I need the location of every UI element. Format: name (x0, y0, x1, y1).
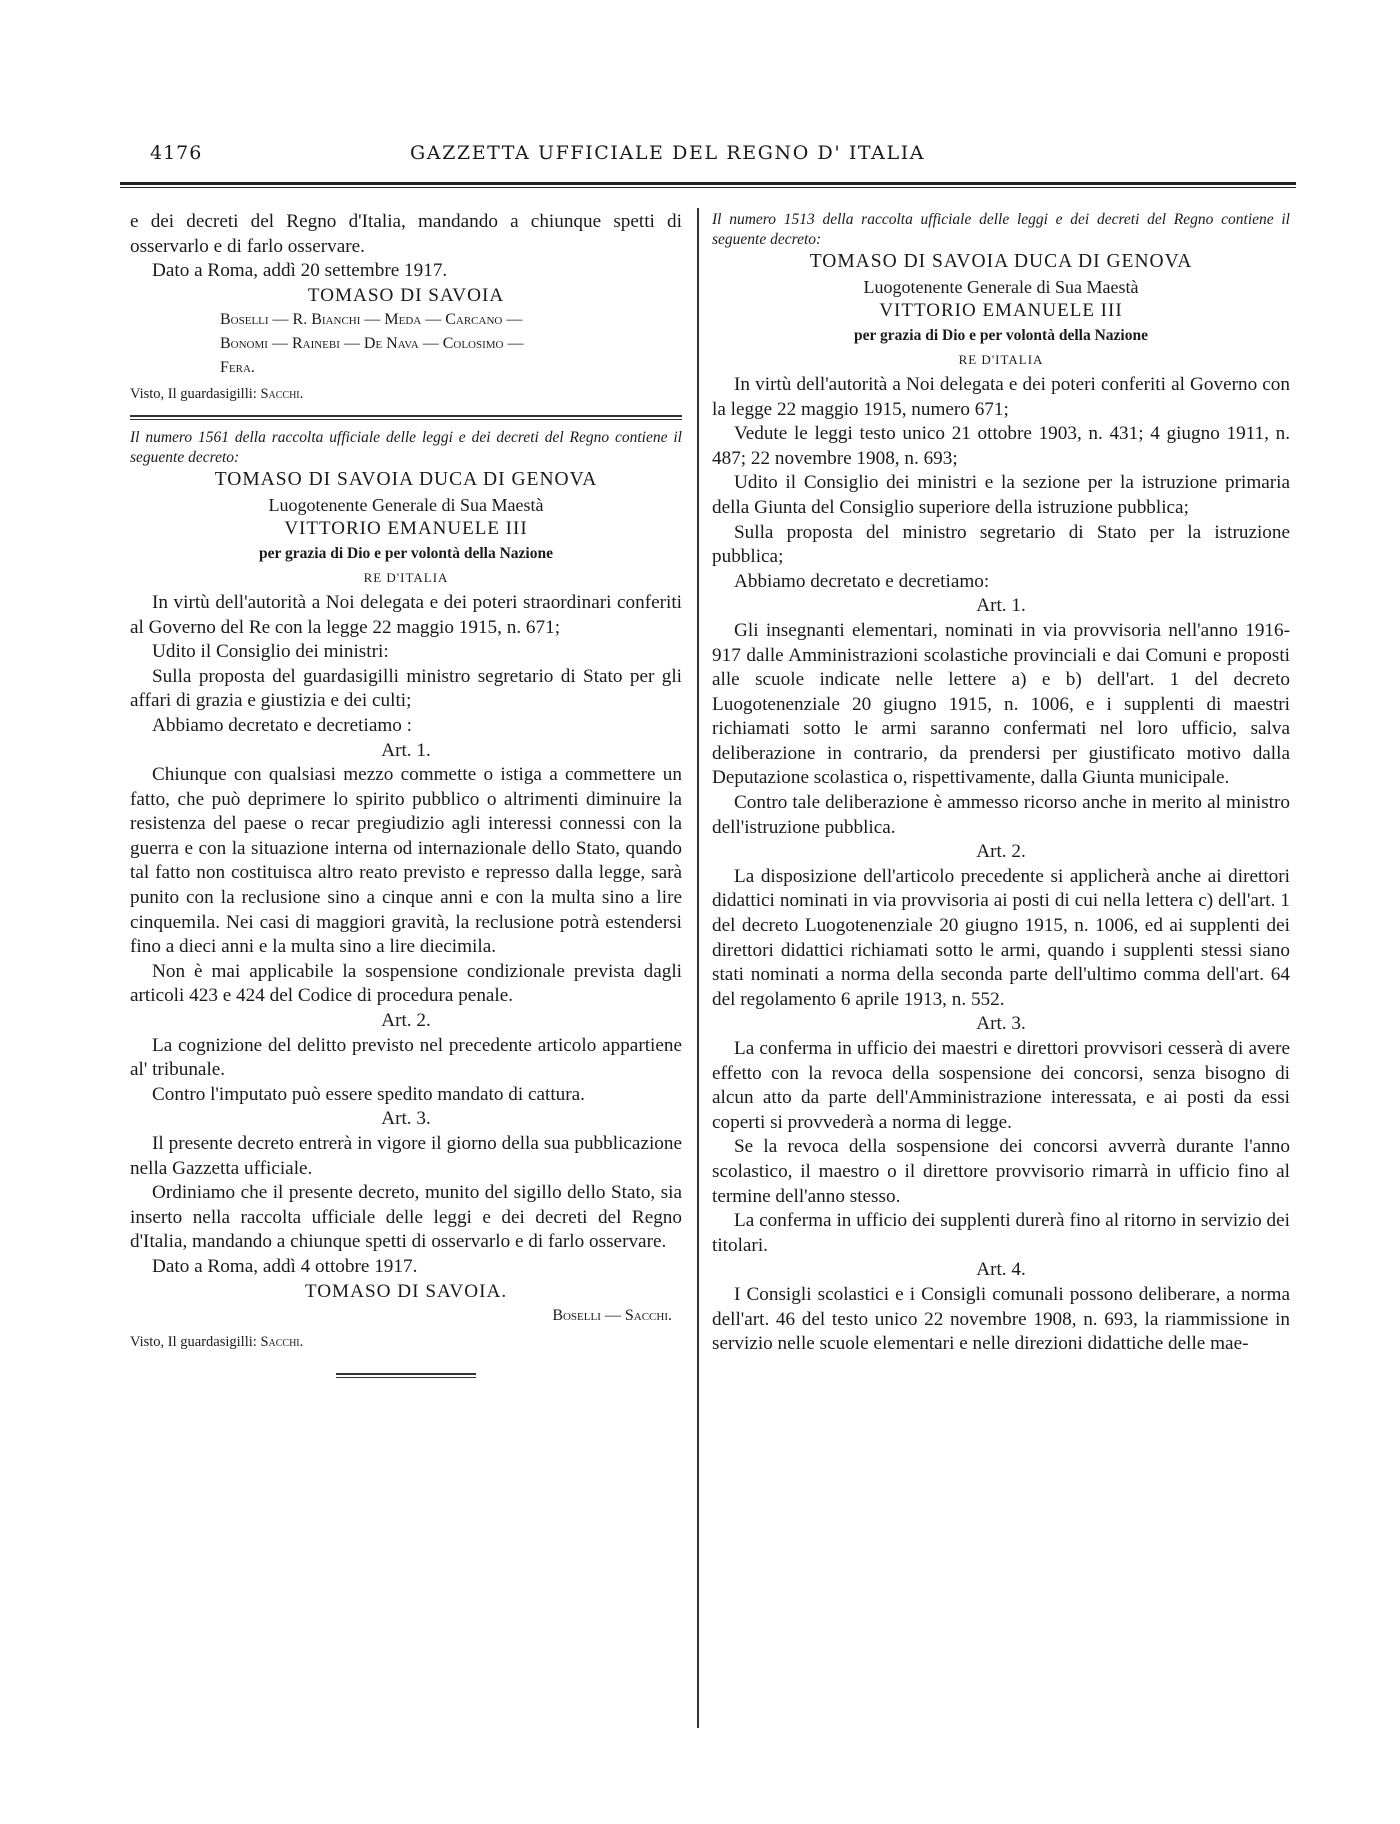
preamble-paragraph: Udito il Consiglio dei ministri: (152, 641, 389, 663)
re-title: RE D'ITALIA (958, 352, 1044, 368)
ministers-line: Fera. (220, 359, 255, 377)
king-name: VITTORIO EMANUELE III (284, 518, 528, 540)
article-heading: Art. 2. (381, 1010, 431, 1032)
header-rule (120, 182, 1296, 188)
order-paragraph: Ordiniamo che il presente decreto, munito del sigillo dello Stato, sia inserto nella raccolta ufficiale delle leggi e dei decreti del Regno d'Italia, mandando a chiunque spetti di osservarlo e di farlo osservare. (130, 1182, 682, 1253)
article-heading: Art. 3. (381, 1108, 431, 1130)
visto-name: Sacchi. (260, 1334, 304, 1351)
column-divider (697, 208, 699, 1728)
article-paragraph: Contro l'imputato può essere spedito mandato di cattura. (152, 1083, 585, 1105)
decree-separator (130, 415, 682, 420)
article-heading: Art. 2. (976, 841, 1026, 863)
re-title: RE D'ITALIA (363, 570, 449, 586)
visto-name: Sacchi. (260, 386, 304, 403)
preamble-paragraph: Abbiamo decretato e decretiamo: (734, 570, 990, 592)
preamble-paragraph: Vedute le leggi testo unico 21 ottobre 1903, n. 431; 4 giugno 1911, n. 487; 22 novembre 1908, n. 693; (712, 423, 1290, 469)
sovereign-title: TOMASO DI SAVOIA DUCA DI GENOVA (214, 468, 598, 490)
article-paragraph: Gli insegnanti elementari, nominati in via provvisoria nell'anno 1916-917 dalle Amministrazioni scolastiche provinciali e dai Comuni e proposti alle scuole indicate nelle lettere a) e b) dell'art. 1 del decreto Luogotenenziale 20 giugno 1915, n. 1006, e i supplenti di maestri richiamati sotto le armi saranno confermati nel loro ufficio, salva deliberazione in contrario, da prendersi per giustificato motivo dalla Deputazione scolastica o, rispettivamente, dalla Giunta municipale. (712, 619, 1290, 789)
article-paragraph: La conferma in ufficio dei supplenti durerà fino al ritorno in servizio dei titolari. (712, 1210, 1290, 1256)
article-paragraph: La disposizione dell'articolo precedente si applicherà anche ai direttori didattici nominati in via provvisoria ai posti di cui nella lettera c) dell'art. 1 del decreto Luogotenenziale 20 giugno 1915, n. 1006, ed ai supplenti dei direttori didattici richiamati sotto le armi, quando i supplenti stessi siano stati nominati a norma della seconda parte dell'ultimo comma dell'art. 64 del regolamento 6 aprile 1913, n. 552. (712, 865, 1290, 1010)
end-rule (336, 1373, 476, 1378)
journal-title: GAZZETTA UFFICIALE DEL REGNO D' ITALIA (410, 142, 926, 164)
right-column (712, 210, 1290, 1357)
preamble-paragraph: Sulla proposta del guardasigilli ministro segretario di Stato per gli affari di grazia e giustizia e dei culti; (130, 665, 682, 712)
ministers-line: Bonomi — Rainebi — De Nava — Colosimo — (220, 335, 524, 353)
grace-formula: per grazia di Dio e per volontà della Nazione (854, 326, 1148, 344)
article-heading: Art. 4. (976, 1259, 1026, 1281)
article-paragraph: Chiunque con qualsiasi mezzo commette o istiga a commettere un fatto, che può deprimere lo spirito pubblico o altrimenti diminuire la resistenza del paese o recar pregiudizio agli interessi connessi con la guerra e con la situazione interna od internazionale dello Stato, quando tal fatto non costituisca altro reato previsto e represso dalla legge, sarà punito con la reclusione sino a cinque anni e con la multa sino a lire cinquemila. Nei casi di maggiori gravità, la reclusione potrà estendersi fino a dieci anni e la multa sino a lire diecimila. (130, 764, 682, 958)
left-column (130, 210, 682, 1378)
lieutenant-title: Luogotenente Generale di Sua Maestà (863, 276, 1139, 297)
dated-line: Dato a Roma, addì 4 ottobre 1917. (152, 1255, 418, 1277)
king-name: VITTORIO EMANUELE III (879, 300, 1123, 322)
preamble-paragraph: In virtù dell'autorità a Noi delegata e dei poteri conferiti al Governo con la legge 22 maggio 1915, numero 671; (712, 373, 1290, 420)
article-heading: Art. 1. (381, 739, 431, 761)
preamble-paragraph: In virtù dell'autorità a Noi delegata e dei poteri straordinari conferiti al Governo del Re con la legge 22 maggio 1915, n. 671; (130, 591, 682, 638)
dated-line: Dato a Roma, addì 20 settembre 1917. (152, 260, 448, 282)
preamble-paragraph: Sulla proposta del ministro segretario di Stato per la istruzione pubblica; (712, 521, 1290, 568)
decree-intro: Il numero 1513 della raccolta ufficiale delle leggi e dei decreti del Regno contiene il seguente decreto: (712, 211, 1290, 248)
ministers-line: Boselli — R. Bianchi — Meda — Carcano — (220, 311, 523, 329)
decree-intro: Il numero 1561 della raccolta ufficiale delle leggi e dei decreti del Regno contiene il seguente decreto: (130, 428, 682, 466)
visto-prefix: Visto, Il guardasigilli: (130, 1334, 257, 1351)
signer-name: TOMASO DI SAVOIA (307, 284, 505, 306)
article-heading: Art. 1. (976, 595, 1026, 617)
sovereign-title: TOMASO DI SAVOIA DUCA DI GENOVA (809, 251, 1193, 272)
article-paragraph: La cognizione del delitto previsto nel precedente articolo appartiene al' tribunale. (130, 1034, 682, 1081)
continued-text: e dei decreti del Regno d'Italia, mandando a chiunque spetti di osservarlo e di farlo osservare. (130, 211, 682, 257)
page-number: 4176 (150, 142, 203, 164)
preamble-paragraph: Abbiamo decretato e decretiamo : (152, 714, 412, 736)
visto-line (130, 382, 682, 407)
visto-line (130, 1330, 682, 1355)
page-header (120, 138, 1296, 178)
article-heading: Art. 3. (976, 1013, 1026, 1035)
signer-name: TOMASO DI SAVOIA. (304, 1280, 508, 1302)
article-paragraph: Non è mai applicabile la sospensione condizionale prevista dagli articoli 423 e 424 del Codice di procedura penale. (130, 960, 682, 1007)
article-paragraph: La conferma in ufficio dei maestri e direttori provvisori cesserà di avere effetto con la revoca della sospensione dei concorsi, senza bisogno di alcun atto da parte dell'Amministrazione interessata, e ai posti da essi coperti si provvederà a norma di legge. (712, 1038, 1290, 1133)
article-paragraph: Il presente decreto entrerà in vigore il giorno della sua pubblicazione nella Gazzetta ufficiale. (130, 1133, 682, 1179)
visto-prefix: Visto, Il guardasigilli: (130, 386, 257, 403)
grace-formula: per grazia di Dio e per volontà della Nazione (259, 544, 553, 562)
article-paragraph: Contro tale deliberazione è ammesso ricorso anche in merito al ministro dell'istruzione pubblica. (712, 792, 1290, 838)
article-paragraph: Se la revoca della sospensione dei concorsi avverrà durante l'anno scolastico, il maestro o il direttore provvisorio rimarrà in ufficio fino al termine dell'anno stesso. (712, 1136, 1290, 1207)
preamble-paragraph: Udito il Consiglio dei ministri e la sezione per la istruzione primaria della Giunta del Consiglio superiore della istruzione pubblica; (712, 472, 1290, 518)
lieutenant-title: Luogotenente Generale di Sua Maestà (268, 494, 544, 515)
article-paragraph: I Consigli scolastici e i Consigli comunali possono deliberare, a norma dell'art. 46 del testo unico 22 novembre 1908, n. 693, la riammissione in servizio nelle scuole elementari e nelle direzioni didattiche delle mae- (712, 1283, 1290, 1355)
ministers-line: Boselli — Sacchi. (552, 1307, 672, 1325)
